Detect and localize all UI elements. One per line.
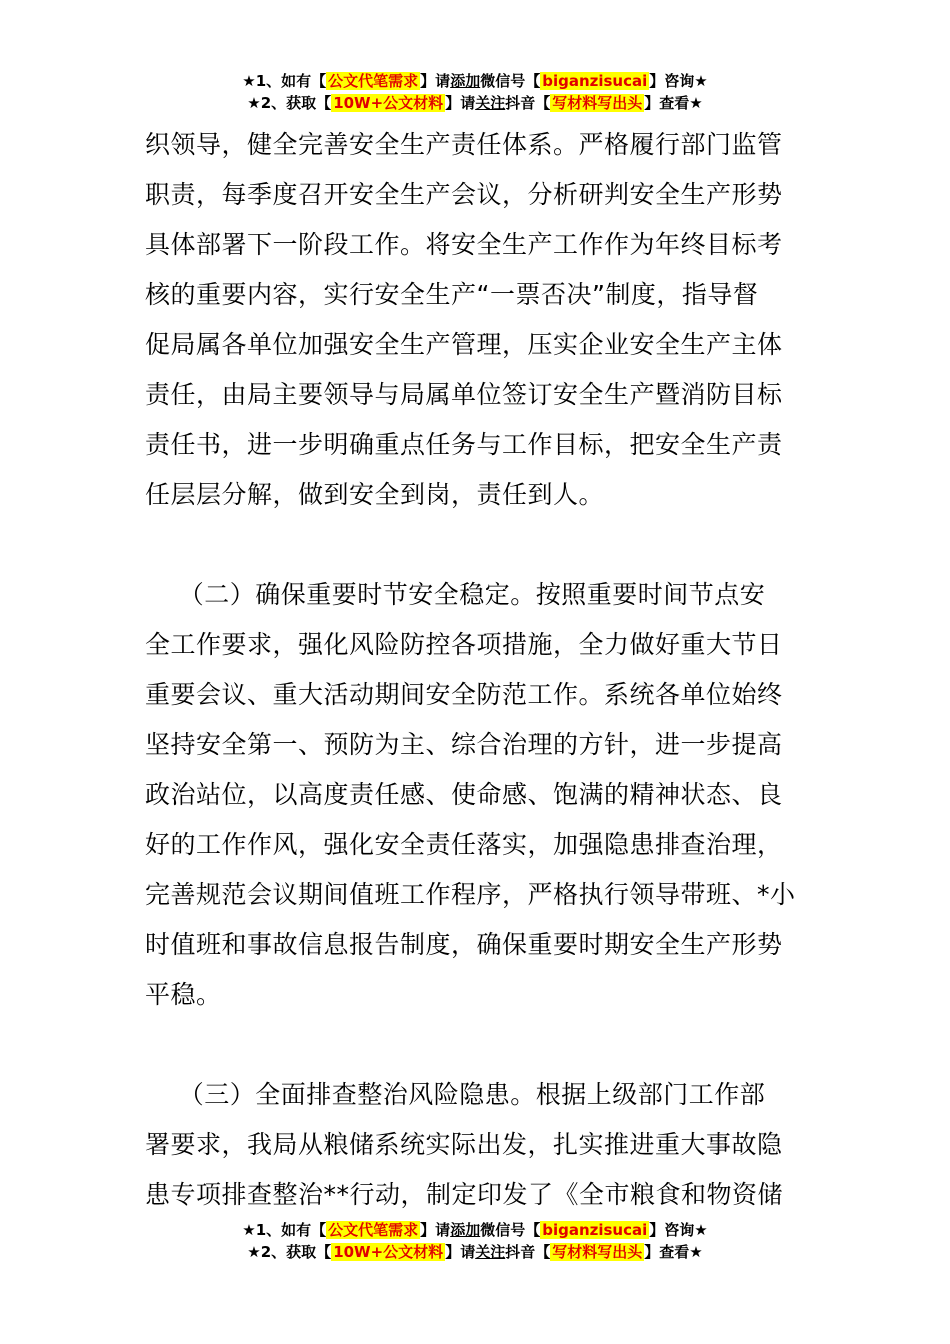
bottom-banner — [0, 1219, 950, 1263]
text-line: 坚持安全第一、预防为主、综合治理的方针，进一步提高 — [145, 730, 783, 759]
banner-text: 】查看★ — [644, 1243, 703, 1261]
banner-line-1 — [0, 1219, 950, 1241]
banner-text: ★1、如有【 — [242, 1221, 327, 1239]
highlight-service: 公文代笔需求 — [328, 1221, 419, 1239]
banner-text: 抖音【 — [505, 1243, 551, 1261]
document-body — [145, 120, 809, 1220]
highlight-wechat-id: biganzisucai — [542, 1221, 648, 1239]
text-line: 署要求，我局从粮储系统实际出发，扎实推进重大事故隐 — [145, 1130, 783, 1159]
banner-line-1 — [0, 70, 950, 92]
text-line: 政治站位，以高度责任感、使命感、饱满的精神状态、良 — [145, 780, 783, 809]
text-line: 平稳。 — [145, 980, 222, 1009]
banner-text: ★1、如有【 — [242, 72, 327, 90]
text-line: （二）确保重要时节安全稳定。按照重要时间节点安 — [145, 580, 766, 609]
text-line: （三）全面排查整治风险隐患。根据上级部门工作部 — [145, 1080, 766, 1109]
highlight-materials: 10W+公文材料 — [333, 1243, 444, 1261]
paragraph-gap — [145, 1020, 809, 1070]
top-banner — [0, 70, 950, 114]
banner-underlined: 添加 — [450, 1221, 481, 1239]
paragraph-gap — [145, 520, 809, 570]
text-line: 任层层分解，做到安全到岗，责任到人。 — [145, 480, 605, 509]
banner-text: 微信号【 — [480, 72, 541, 90]
banner-text: 】请 — [445, 94, 476, 112]
highlight-service: 公文代笔需求 — [328, 72, 419, 90]
paragraph-2 — [145, 570, 809, 1020]
text-line: 责任，由局主要领导与局属单位签订安全生产暨消防目标 — [145, 380, 783, 409]
highlight-douyin-id: 写材料写出头 — [552, 94, 643, 112]
text-line: 患专项排查整治**行动，制定印发了《全市粮食和物资储 — [145, 1180, 784, 1209]
banner-text: 】咨询★ — [649, 72, 708, 90]
banner-text: ★2、获取【 — [247, 1243, 332, 1261]
banner-text: 】请 — [445, 1243, 476, 1261]
banner-text: 】请 — [420, 1221, 451, 1239]
text-line: 时值班和事故信息报告制度，确保重要时期安全生产形势 — [145, 930, 783, 959]
banner-text: 抖音【 — [505, 94, 551, 112]
text-line: 好的工作作风，强化安全责任落实，加强隐患排查治理， — [145, 830, 783, 859]
text-line: 织领导，健全完善安全生产责任体系。严格履行部门监管 — [145, 130, 783, 159]
banner-text: 】查看★ — [644, 94, 703, 112]
text-line: 职责，每季度召开安全生产会议，分析研判安全生产形势 — [145, 180, 783, 209]
text-line: 具体部署下一阶段工作。将安全生产工作作为年终目标考 — [145, 230, 783, 259]
text-line: 完善规范会议期间值班工作程序，严格执行领导带班、*小 — [145, 880, 796, 909]
text-line: 核的重要内容，实行安全生产“一票否决”制度，指导督 — [145, 280, 759, 309]
text-line: 促局属各单位加强安全生产管理，压实企业安全生产主体 — [145, 330, 783, 359]
highlight-douyin-id: 写材料写出头 — [552, 1243, 643, 1261]
banner-text: 微信号【 — [480, 1221, 541, 1239]
banner-line-2 — [0, 1241, 950, 1263]
paragraph-1 — [145, 120, 809, 520]
text-line: 责任书，进一步明确重点任务与工作目标，把安全生产责 — [145, 430, 783, 459]
banner-text: 】请 — [420, 72, 451, 90]
banner-text: 】咨询★ — [649, 1221, 708, 1239]
banner-underlined: 关注 — [475, 1243, 506, 1261]
text-line: 重要会议、重大活动期间安全防范工作。系统各单位始终 — [145, 680, 783, 709]
banner-line-2 — [0, 92, 950, 114]
text-line: 全工作要求，强化风险防控各项措施，全力做好重大节日 — [145, 630, 783, 659]
banner-underlined: 添加 — [450, 72, 481, 90]
banner-underlined: 关注 — [475, 94, 506, 112]
highlight-wechat-id: biganzisucai — [542, 72, 648, 90]
banner-text: ★2、获取【 — [247, 94, 332, 112]
paragraph-3 — [145, 1070, 809, 1220]
highlight-materials: 10W+公文材料 — [333, 94, 444, 112]
